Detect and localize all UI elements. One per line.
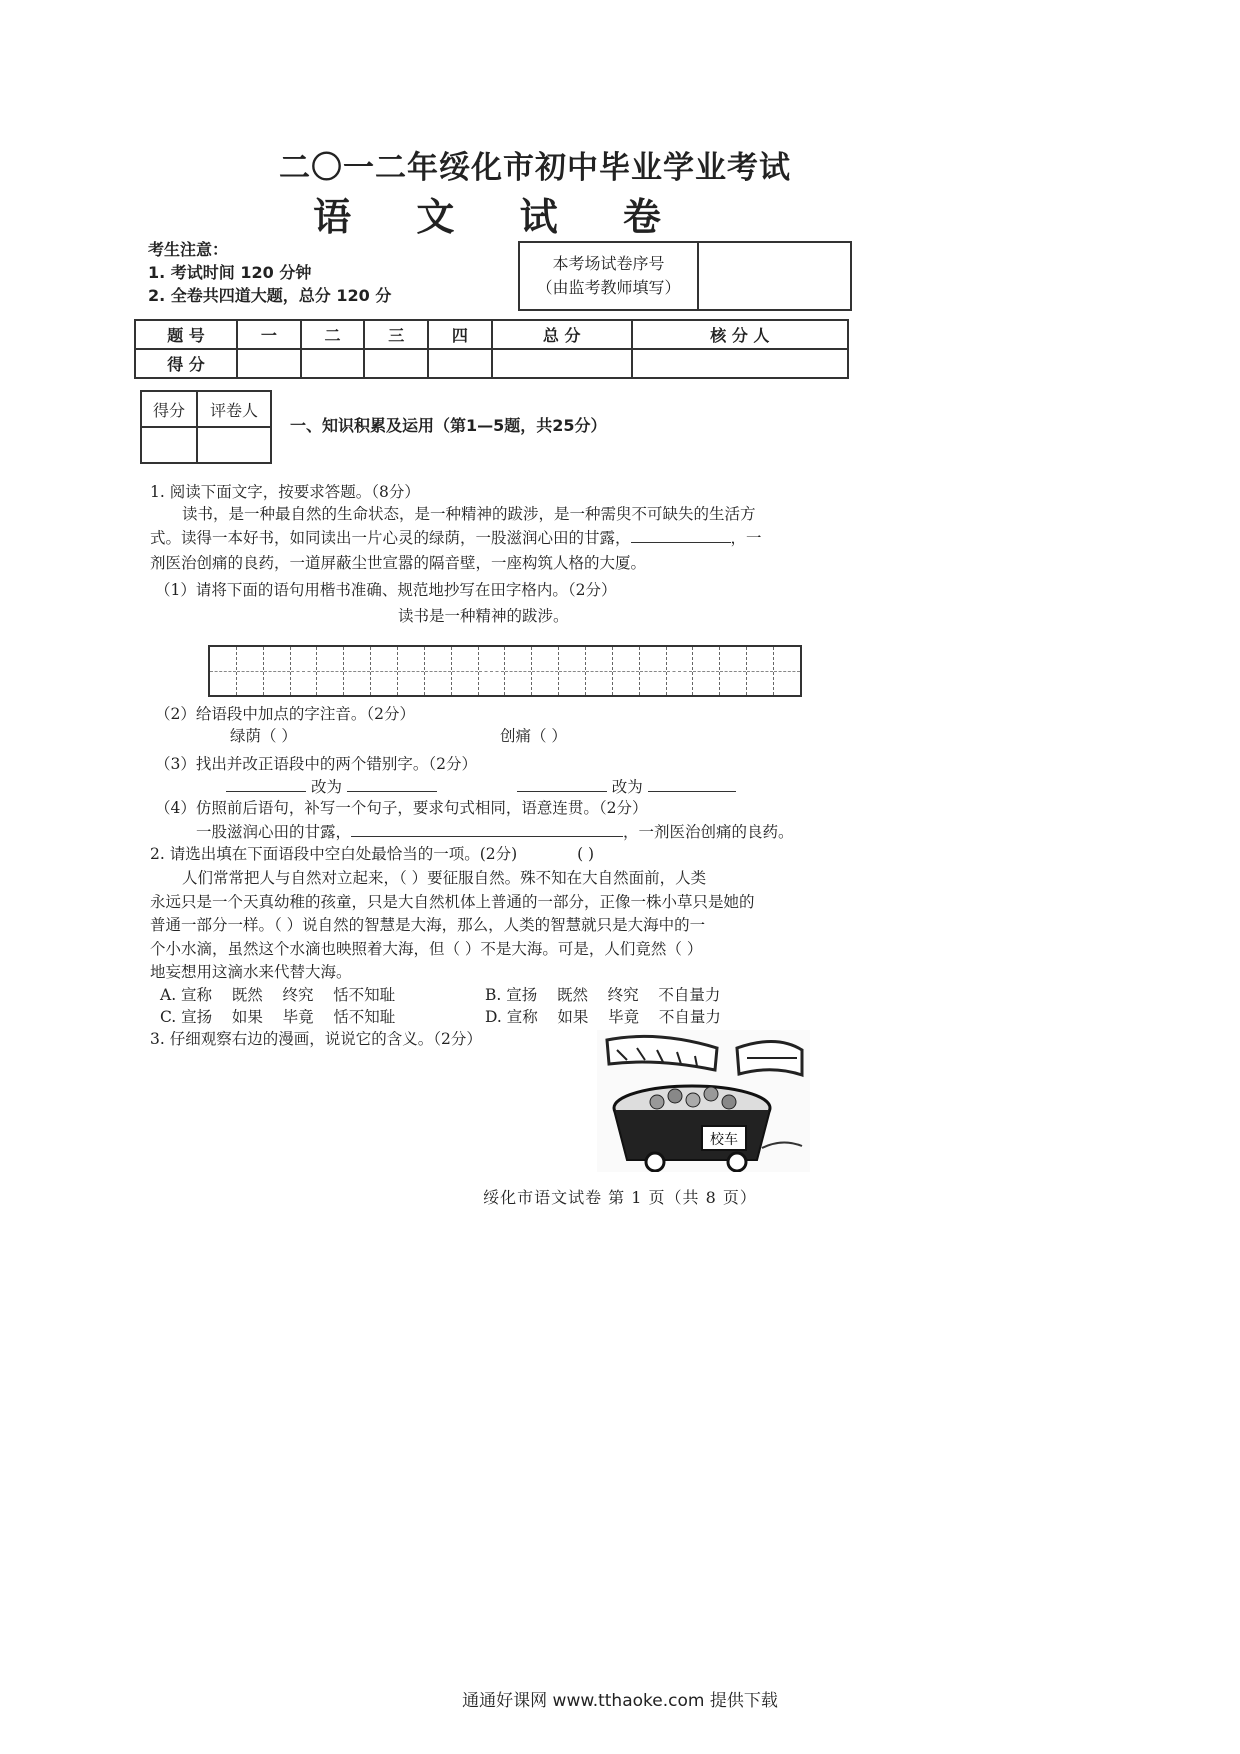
q1-passage-line3: 剂医治创痛的良药，一道屏蔽尘世宣嚣的隔音壁，一座构筑人格的大厦。 — [150, 554, 647, 572]
score-header-cell: 总 分 — [492, 320, 632, 349]
q1-sub1: （1）请将下面的语句用楷书准确、规范地抄写在田字格内。（2分） — [155, 581, 617, 599]
q1-sub3-right-2[interactable] — [648, 777, 736, 792]
score-table — [134, 319, 849, 379]
q2-option-b[interactable]: B. 宣扬 既然 终究 不自量力 — [485, 986, 721, 1004]
serial-label-line2: （由监考教师填写） — [536, 278, 681, 297]
q1-passage-line2a: 式。读得一本好书，如同读出一片心灵的绿荫，一股滋润心田的甘露， — [150, 529, 631, 547]
grader-score-label: 得分 — [141, 391, 197, 427]
score-header-cell: 核 分 人 — [632, 320, 848, 349]
score-cell[interactable] — [237, 349, 301, 378]
cartoon-bus-label: 校车 — [710, 1132, 738, 1148]
score-cell[interactable] — [364, 349, 428, 378]
q2-passage-line4: 个小水滴，虽然这个水滴也映照着大海，但（ ）不是大海。可是，人们竟然（ ） — [150, 940, 703, 958]
site-credit: 通通好课网 www.tthaoke.com 提供下载 — [462, 1691, 778, 1711]
q1-sub3-wrong-2[interactable] — [517, 777, 607, 792]
grader-score-cell[interactable] — [141, 427, 197, 463]
q1-sub2-a: 绿荫（ ） — [230, 727, 297, 745]
q1-stem: 1. 阅读下面文字，按要求答题。（8分） — [150, 483, 420, 501]
q2-passage-line2: 永远只是一个天真幼稚的孩童，只是大自然机体上普通的一部分，正像一株小草只是她的 — [150, 893, 755, 911]
q2-stem — [150, 842, 594, 864]
serial-label-line1: 本考场试卷序号 — [552, 254, 665, 273]
q1-passage-line2b: ，一 — [730, 529, 762, 547]
q2-stem-text: 2. 请选出填在下面语段中空白处最恰当的一项。(2分) — [150, 845, 518, 863]
q3-stem: 3. 仔细观察右边的漫画，说说它的含义。（2分） — [150, 1030, 482, 1048]
score-header-cell: 三 — [364, 320, 428, 349]
q1-sub3-change-1: 改为 — [310, 778, 342, 796]
q1-sub3-change-2: 改为 — [611, 778, 643, 796]
serial-number-label — [520, 243, 699, 309]
q1-sub3: （3）找出并改正语段中的两个错别字。（2分） — [155, 755, 477, 773]
score-cell[interactable] — [632, 349, 848, 378]
q2-option-d[interactable]: D. 宣称 如果 毕竟 不自量力 — [485, 1008, 721, 1026]
q2-passage-line3: 普通一部分一样。（ ）说自然的智慧是大海，那么，人类的智慧就只是大海中的一 — [150, 916, 706, 934]
q1-sub2-b: 创痛（ ） — [500, 727, 567, 745]
q2-option-a[interactable]: A. 宣称 既然 终究 恬不知耻 — [160, 986, 396, 1004]
serial-number-box — [518, 241, 852, 311]
score-header-cell: 题 号 — [135, 320, 237, 349]
score-table-score-row — [135, 349, 848, 378]
q2-answer-paren[interactable]: ( ) — [577, 845, 595, 863]
notice-item-2: 2. 全卷共四道大题，总分 120 分 — [148, 286, 392, 305]
exam-subtitle: 语 文 试 卷 — [313, 194, 687, 239]
grader-name-cell[interactable] — [197, 427, 271, 463]
score-table-header-row — [135, 320, 848, 349]
grader-box — [140, 390, 272, 464]
section-1-title: 一、知识积累及运用（第1—5题，共25分） — [290, 416, 607, 435]
score-cell[interactable] — [301, 349, 365, 378]
score-row-label: 得 分 — [135, 349, 237, 378]
q2-option-c[interactable]: C. 宣扬 如果 毕竟 恬不知耻 — [160, 1008, 396, 1026]
q2-passage-line1: 人们常常把人与自然对立起来，（ ）要征服自然。殊不知在大自然面前，人类 — [182, 869, 707, 887]
q2-passage-line5: 地妄想用这滴水来代替大海。 — [150, 963, 352, 981]
score-cell[interactable] — [492, 349, 632, 378]
tianzige-grid[interactable] — [208, 645, 802, 697]
q1-passage-line2 — [150, 526, 762, 548]
notice-heading: 考生注意： — [148, 240, 229, 259]
candidate-notice — [148, 238, 391, 307]
q1-sub2: （2）给语段中加点的字注音。（2分） — [155, 705, 415, 723]
q1-sub4-blank[interactable] — [351, 822, 623, 837]
q1-passage-blank[interactable] — [631, 528, 731, 543]
q1-sub4: （4）仿照前后语句，补写一个句子，要求句式相同，语意连贯。（2分） — [155, 799, 648, 817]
school-bus-cartoon — [597, 1030, 810, 1172]
score-cell[interactable] — [428, 349, 492, 378]
q1-sub3-right-1[interactable] — [347, 777, 437, 792]
q1-sub3-answers — [226, 775, 736, 797]
notice-item-1: 1. 考试时间 120 分钟 — [148, 263, 312, 282]
q1-sub4-a: 一股滋润心田的甘露， — [196, 823, 352, 841]
score-header-cell: 四 — [428, 320, 492, 349]
q1-sub3-wrong-1[interactable] — [226, 777, 306, 792]
grader-name-label: 评卷人 — [197, 391, 271, 427]
exam-title: 二〇一二年绥化市初中毕业学业考试 — [279, 150, 791, 186]
score-header-cell: 二 — [301, 320, 365, 349]
page-footer: 绥化市语文试卷 第 1 页（共 8 页） — [483, 1188, 757, 1207]
score-header-cell: 一 — [237, 320, 301, 349]
q1-sub1-sentence: 读书是一种精神的跋涉。 — [398, 607, 569, 625]
q1-sub4-answer — [196, 820, 794, 842]
q1-sub4-b: ，一剂医治创痛的良药。 — [623, 823, 794, 841]
q1-passage-line1: 读书，是一种最自然的生命状态，是一种精神的跋涉，是一种需臾不可缺失的生活方 — [182, 505, 756, 523]
